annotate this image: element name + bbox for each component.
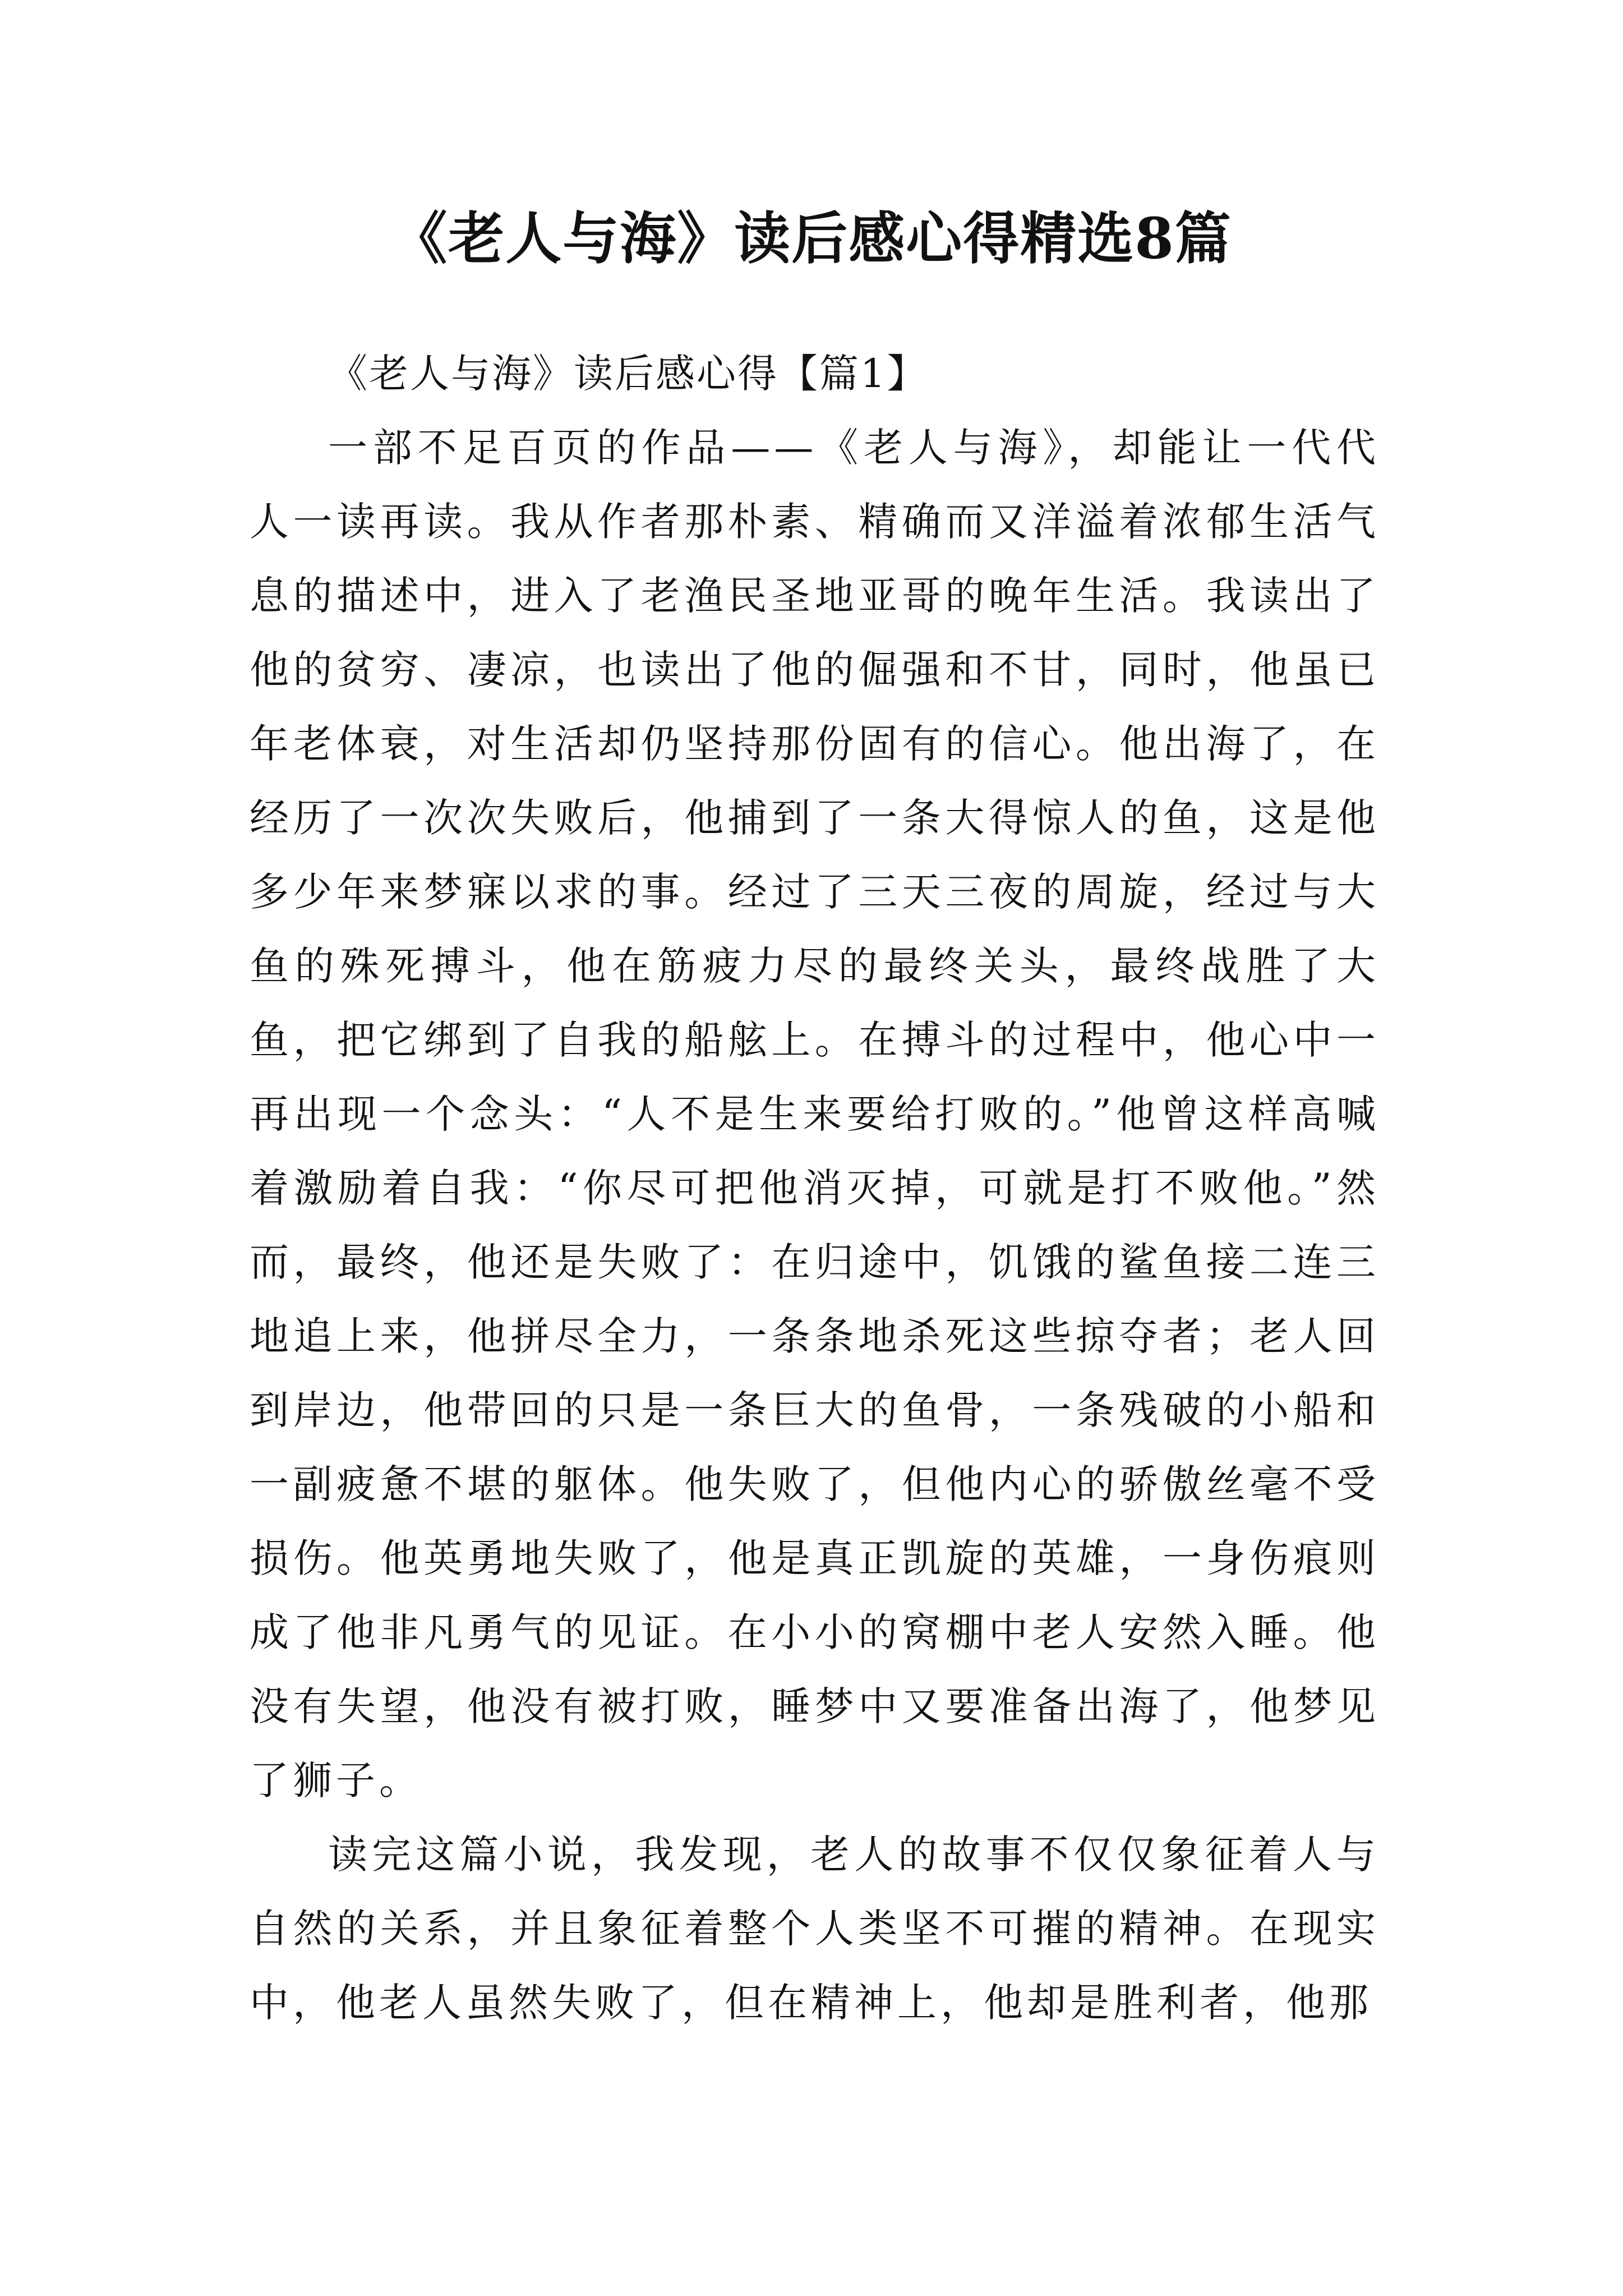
body-paragraph-1: 一部不足百页的作品——《老人与海》，却能让一代代人一读再读。我从作者那朴素、精确而又洋溢着浓郁生活气息的描述中，进入了老渔民圣地亚哥的晚年生活。我读出了他的贫穷、凄凉，也读出了他的倔强和不甘，同时，他虽已年老体衰，对生活却仍坚持那份固有的信心。他出海了，在经历了一次次失败后，他捕到了一条大得惊人的鱼，这是他多少年来梦寐以求的事。经过了三天三夜的周旋，经过与大鱼的殊死搏斗，他在筋疲力尽的最终关头，最终战胜了大鱼，把它绑到了自我的船舷上。在搏斗的过程中，他心中一再出现一个念头：“人不是生来要给打败的。”他曾这样高喊着激励着自我：“你尽可把他消灭掉，可就是打不败他。”然而，最终，他还是失败了：在归途中，饥饿的鲨鱼接二连三地追上来，他拼尽全力，一条条地杀死这些掠夺者；老人回到岸边，他带回的只是一条巨大的鱼骨，一条残破的小船和一副疲惫不堪的躯体。他失败了，但他内心的骄傲丝毫不受损伤。他英勇地失败了，他是真正凯旋的英雄，一身伤痕则成了他非凡勇气的见证。在小小的窝棚中老人安然入睡。他没有失望，他没有被打败，睡梦中又要准备出海了，他梦见了狮子。 bbox=[250, 425, 1380, 1803]
document-title: 《老人与海》读后感心得精选8篇 bbox=[391, 205, 1232, 272]
section-heading: 《老人与海》读后感心得【篇1】 bbox=[328, 351, 928, 397]
body-paragraph-2: 读完这篇小说，我发现，老人的故事不仅仅象征着人与自然的关系，并且象征着整个人类坚不可摧的精神。在现实中，他老人虽然失败了，但在精神上，他却是胜利者，他那 bbox=[250, 1832, 1380, 2026]
document-body bbox=[250, 337, 1380, 2040]
